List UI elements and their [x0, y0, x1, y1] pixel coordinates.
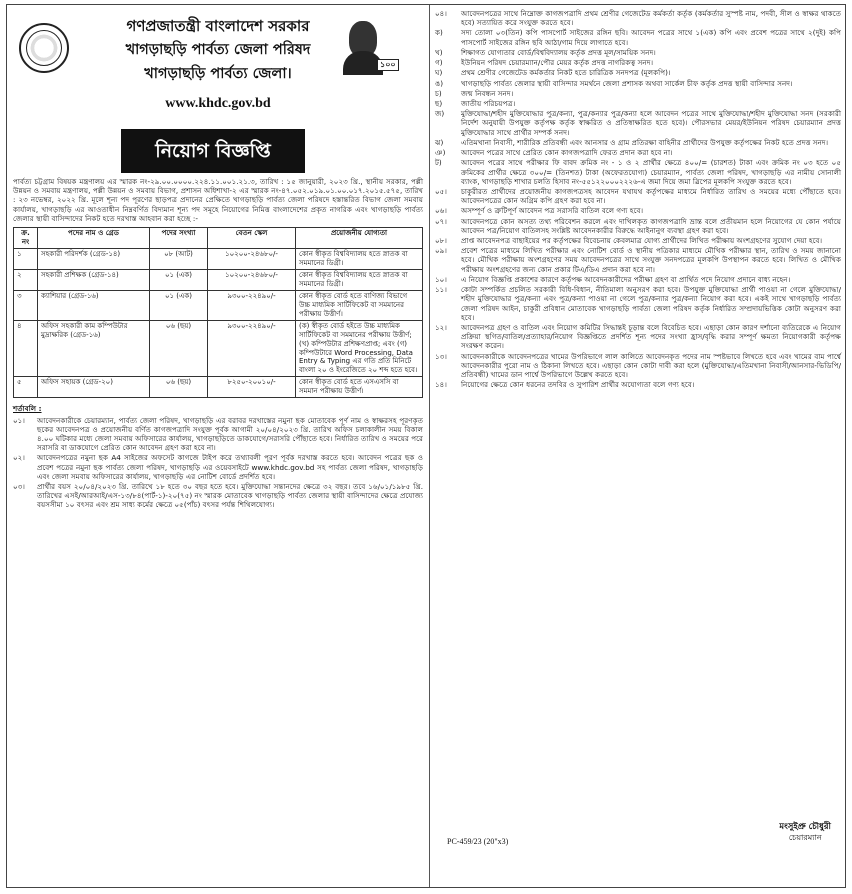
cell-count: ০১ (এক)	[150, 290, 208, 320]
list-item	[435, 58, 841, 67]
list-item	[435, 275, 841, 284]
item-number: ০৯।	[435, 246, 447, 256]
item-text: কোটা সম্পর্কিত প্রচলিত সরকারী বিধি-বিধান, নীতিমালা অনুসরণ করা হবে। উপযুক্ত মুক্তিযোদ্ধা প্রার্থী পাওয়া না গেলে মুক্তিযোদ্ধা/শহীদ মুক্তিযোদ্ধার পুত্র/কন্যা এবং পুত্র/কন্যা পাওয়া না গেলে পুত্র/কন্যার পুত্র/কন্যা নিয়োগ করা হবে। একই সাথে খাগড়াছড়ি পার্বত্য জেলা পরিষদ আইন, চাকুরী প্রবিধান মোতাবেক খাগড়াছড়ি পার্বত্য জেলা পরিষদ কর্তৃক নির্ধারিত সম্প্রদায়ভিত্তিক কোটা অনুসরণ করা হবে।	[461, 285, 841, 322]
table-row	[14, 249, 423, 270]
item-text: আবেদন পত্রের সাথে প্রেরিত কোন কাগজপত্রাদি ফেরত প্রদান করা হবে না।	[461, 148, 673, 158]
item-number: ঝ)	[435, 137, 444, 147]
centenary-mark: ১০০	[377, 59, 399, 71]
list-item	[435, 68, 841, 77]
cell-scale: ১০২০০-২৪৬৮০/-	[208, 249, 296, 270]
item-number: খ)	[435, 47, 443, 57]
cell-serial: ৫	[14, 377, 38, 398]
list-item	[435, 89, 841, 98]
item-text: আবেদনপত্র গ্রহণ ও বাতিল এবং নিয়োগ কমিটির সিদ্ধান্তই চূড়ান্ত বলে বিবেচিত হবে। এছাড়া কোন কারণ দর্শানো ব্যতিরেকে এ নিয়োগ প্রক্রিয়া স্থগিত/বাতিল/প্রত্যাহার/নিয়োগ বিজ্ঞপ্তিতে প্রদর্শিত শূন্য পদের সংখ্যা হ্রাস/বৃদ্ধি করার সম্পূর্ণ ক্ষমতা নিয়োগকারী কর্তৃপক্ষ সংরক্ষণ করেন।	[461, 323, 841, 351]
item-text: প্রথম শ্রেণীর গেজেটেড কর্মকর্তার নিকট হতে চারিত্রিক সনদপত্র (মূলকপি)।	[461, 68, 671, 78]
notice-page	[6, 4, 846, 888]
list-item	[13, 482, 423, 510]
list-item	[435, 323, 841, 351]
item-number: জ)	[435, 109, 445, 119]
item-number: ০১।	[13, 415, 25, 425]
item-text: শিক্ষাগত যোগ্যতার বোর্ড/বিশ্ববিদ্যালয় কর্তৃক প্রদত্ত মূল/সাময়িক সনদ।	[461, 47, 656, 57]
list-item	[435, 217, 841, 235]
left-column	[13, 9, 423, 511]
cell-serial: ২	[14, 269, 38, 290]
cell-scale: ৯৩০০-২২৪৯০/-	[208, 290, 296, 320]
item-text: আবেদনপত্রের সাথে নিম্নোক্ত কাগজপত্রাদি প্রথম শ্রেণীর গেজেটেড কর্মকর্তা কর্তৃক (কর্মকর্তার সুস্পষ্ট নাম, পদবী, সীল ও স্বাক্ষর থাকতে হবে) সত্যায়িত করে সংযুক্ত করতে হবে।	[461, 9, 841, 28]
list-item	[435, 138, 841, 147]
item-number: চ)	[435, 88, 442, 98]
list-item	[13, 453, 423, 481]
table-row	[14, 269, 423, 290]
list-item	[13, 416, 423, 453]
item-number: ঘ)	[435, 68, 443, 78]
item-text: আবেদন পত্রের সাথে পরীক্ষার ফি বাবদ ক্রমিক নং - ১ ও ২ প্রার্থীর ক্ষেত্রে ৪০০/= (চারশত) টাকা এবং ক্রমিক নং ০৩ হতে ০৫ ক্রমিকের প্রার্থীর ক্ষেত্রে ৩০০/= (তিনশত) টাকা (অফেরতযোগ্য) চেয়ারম্যান, পার্বত্য জেলা পরিষদ, খাগড়াছড়ি এর নামীয় সোনালী ব্যাংক, খাগড়াছড়ি শাখার চলতি হিসাব নং-৫৫১২২০০০২২২৬-এ জমা দিয়ে জমা স্লিপের মূলকপি সংযুক্ত করতে হবে।	[461, 158, 841, 186]
header-post: পদের নাম ও গ্রেড	[38, 228, 150, 249]
item-number: ১০।	[435, 274, 447, 284]
list-item	[435, 9, 841, 27]
item-text: অসম্পূর্ণ ও ত্রুটিপূর্ণ আবেদন পত্র সরাসরি বাতিল বলে গণ্য হবে।	[461, 206, 644, 216]
cell-qualification: কোন স্বীকৃত বিশ্ববিদ্যালয় হতে স্নাতক বা সমমানের ডিগ্রী।	[296, 269, 423, 290]
item-text: এ নিয়োগ বিজ্ঞপ্তি প্রকাশের কারণে কর্তৃপক্ষ আবেদনকারীদের পরীক্ষা গ্রহণ বা প্রার্থিত পদে নিয়োগ প্রদানে বাধ্য নহেন।	[461, 274, 791, 284]
list-item	[435, 99, 841, 108]
item-number: ১২।	[435, 323, 447, 332]
header-serial: ক্র. নং	[14, 228, 38, 249]
cell-qualification: কোন স্বীকৃত বিশ্ববিদ্যালয় হতে স্নাতক বা সমমানের ডিগ্রী।	[296, 249, 423, 270]
cell-count: ০৬ (ছয়)	[150, 377, 208, 398]
item-text: সদ্য তোলা ০৩(তিন) কপি পাসপোর্ট সাইজের রঙ্গিন ছবি। আবেদন পত্রের সাথে ১(এক) কপি এবং প্রবেশ পত্রের সাথে ২(দুই) কপি পাসপোর্ট সাইজের রঙ্গিন ছবি আঠা/গাম দিয়ে লাগাতে হবে।	[461, 28, 841, 47]
item-text: আবেদনপত্রের নমুনা ছক A4 সাইজের অফসেট কাগজে টাইপ করে তথ্যাবলী পূরণ পূর্বক দরখাস্ত করতে হবে। আবেদন পত্রের ছক ও প্রবেশ পত্রের নমুনা ছক পার্বত্য জেলা পরিষদ, খাগড়াছড়ি এর ওয়েবসাইটে www.khdc.gov.bd সহ পার্বত্য জেলা পরিষদ, খাগড়াছড়ি এবং জেলা সমবায় অফিসারের কার্যালয়, খাগড়াছড়ি এর নোটিশ বোর্ডে প্রদর্শিত হবে।	[37, 453, 423, 481]
item-number: ০৩।	[13, 482, 25, 492]
cell-scale: ৮২৫০-২০০১০/-	[208, 377, 296, 398]
list-item	[435, 109, 841, 137]
list-item	[435, 285, 841, 322]
council-title: খাগড়াছড়ি পার্বত্য জেলা পরিষদ	[125, 41, 311, 58]
item-text: খাগড়াছড়ি পার্বত্য জেলার স্থায়ী বাসিন্দার সমর্থনে জেলা প্রশাসক অথবা সার্কেল চীফ কর্তৃক প্রদত্ত স্থায়ী বাসিন্দার সনদ।	[461, 78, 793, 88]
intro-paragraph: পার্বত্য চট্টগ্রাম বিষয়ক মন্ত্রণালয় এর স্মারক নং-২৯.০০.০০০০.২২৪.১১.০০১.২১.৩, তারিখ : ১৫ জানুয়ারী, ২০২৩ খ্রি., স্থানীয় সরকার, পল্লী উন্নয়ন ও সমবায় মন্ত্রণালয়, পল্লী উন্নয়ন ও সমবায় বিভাগ, প্রশাসন অধিশাখা-২ এর স্মারক নং-৪৭.০৫২.০১৯.০১.০০.০১৭.২০১৫.৫৭৫, তারিখ : ২৩ নভেম্বর, ২০২২ খ্রি. মূলে শূন্য পদ পূরণের ছাড়পত্র প্রদানের প্রেক্ষিতে খাগড়াছড়ি পার্বত্য জেলা পরিষদে হস্তান্তরিত বিভাগ জেলা সমবায় কার্যালয়, খাগড়াছড়ি এর আওতাধীন নিম্নবর্ণিত বিদ্যমান শূন্য পদ সমূহে নিয়োগের নিমিত্ত বাংলাদেশের প্রকৃত নাগরিক এবং খাগড়াছড়ি পার্বত্য জেলার স্থায়ী বাসিন্দাদের নিকট হতে দরখাস্ত আহবান করা হচ্ছে :-	[13, 177, 423, 223]
cell-post: সহকারী প্রশিক্ষক (গ্রেড-১৪)	[38, 269, 150, 290]
cell-post: অফিস সহকারী কাম কম্পিউটার মুদ্রাক্ষরিক (গ্রেড-১৬)	[38, 320, 150, 377]
mujib-portrait-icon	[343, 19, 403, 77]
item-text: চাকুরীরত প্রার্থীদের প্রয়োজনীয় কাগজপত্রসহ আবেদন যথাযথ কর্তৃপক্ষের মাধ্যমে নির্ধারিত তারিখ ও সময়ের মধ্যে পৌঁছাতে হবে। আবেদনপত্রের কোন অগ্রিম কপি গ্রহণ করা হবে না।	[461, 186, 841, 206]
list-item	[435, 352, 841, 380]
item-text: আবেদনপত্রে কোন অসত্য তথ্য পরিবেশন করলে এবং দাখিলকৃত কাগজপত্রাদি ভ্রান্ত বলে প্রতীয়মান হলে নিয়োগের যে কোন পর্যায়ে আবেদন পত্র/নিয়োগ বাতিলসহ সংশ্লিষ্ট আবেদনকারীর বিরুদ্ধে আইনানুগ ব্যবস্থা গ্রহণ করা হবে।	[461, 216, 841, 235]
item-number: ০৭।	[435, 216, 447, 226]
notice-header	[13, 9, 423, 189]
item-text: মুক্তিযোদ্ধা/শহীদ মুক্তিযোদ্ধার পুত্র/কন্যা, পুত্র/কন্যার পুত্র/কন্যা হলে আবেদন পত্রের সাথে মুক্তিযোদ্ধা/শহীদ মুক্তিযোদ্ধা সনদ (সরকারী নির্দেশ অনুযায়ী উপযুক্ত কর্তৃপক্ষ কর্তৃক স্বাক্ষরিত ও প্রতিস্বাক্ষরিত হতে হবে)। পৌরসভার মেয়র/ইউনিয়ন পরিষদ চেয়ারম্যান প্রদত্ত মুক্তিযোদ্ধার সাথে প্রার্থীর সম্পর্ক সনদ।	[461, 109, 841, 137]
item-text: এতিমখানা নিবাসী, শারীরিক প্রতিবন্ধী এবং আনসার ও গ্রাম প্রতিরক্ষা বাহিনীর প্রার্থীদের উপযুক্ত কর্তৃপক্ষের নিকট হতে প্রদত্ত সনদ।	[461, 137, 829, 147]
list-item	[435, 187, 841, 205]
list-item	[435, 79, 841, 88]
item-number: ক)	[435, 28, 443, 38]
cell-post: অফিস সহায়ক (গ্রেড-২০)	[38, 377, 150, 398]
item-number: ট)	[435, 158, 442, 168]
conditions-list-left	[13, 416, 423, 510]
item-number: ১১।	[435, 285, 447, 295]
table-row	[14, 290, 423, 320]
list-item	[435, 48, 841, 57]
conditions-list-right	[435, 9, 841, 390]
table-row	[14, 377, 423, 398]
list-item	[435, 236, 841, 245]
item-number: ১৪।	[435, 380, 447, 390]
cell-count: ০১ (এক)	[150, 269, 208, 290]
cell-serial: ৪	[14, 320, 38, 377]
table-header-row	[14, 228, 423, 249]
website-link[interactable]: www.khdc.gov.bd	[165, 96, 271, 111]
header-qualification: প্রয়োজনীয় যোগ্যতা	[296, 228, 423, 249]
item-text: জাতীয় পরিচয়পত্র।	[461, 98, 516, 108]
list-item	[435, 28, 841, 46]
item-text: প্রবেশ পত্রের মাধ্যমে লিখিত পরীক্ষার এবং নোটিশ বোর্ড ও স্থানীয় পত্রিকার মাধ্যমে মৌখিক পরীক্ষার স্থান, তারিখ ও সময় জানানো হবে। মৌখিক পরীক্ষায় অংশগ্রহণের সময় আবেদনপত্রের সাথে সংযুক্ত সনদপত্রের মূলকপি উপস্থাপন করতে হবে। লিখিত ও মৌখিক পরীক্ষায় অংশগ্রহণের জন্য কোন প্রকার টিএ/ডিএ প্রদান করা হবে না।	[461, 246, 841, 274]
posts-table	[13, 227, 423, 398]
item-text: ইউনিয়ন পরিষদ চেয়ারম্যান/পৌর মেয়র কর্তৃক প্রদত্ত নাগরিকত্ব সনদ।	[461, 58, 654, 68]
cell-scale: ৯৩০০-২২৪৯০/-	[208, 320, 296, 377]
cell-count: ০৬ (ছয়)	[150, 320, 208, 377]
cell-post: সহকারী পরিদর্শক (গ্রেড-১৪)	[38, 249, 150, 270]
item-number: ছ)	[435, 98, 443, 108]
list-item	[435, 206, 841, 215]
district-title: খাগড়াছড়ি পার্বত্য জেলা।	[144, 65, 292, 82]
item-number: ঙ)	[435, 78, 444, 88]
cell-post: ক্যাশিয়ার (গ্রেড-১৬)	[38, 290, 150, 320]
cell-serial: ১	[14, 249, 38, 270]
item-text: প্রার্থীর বয়স ২০/০৪/২০২৩ খ্রি. তারিখে ১৮ হতে ৩০ বছর হতে হবে। মুক্তিযোদ্ধা সন্তানদের ক্ষেত্রে ৩২ বছর। তবে ১৬/০১/১৯৮৫ খ্রি. তারিখের এসই/আরআই/এস-১৩/৮৪(পার্ট-১)-২০(৭৫) নং স্মারক মোতাবেক খাগড়াছড়ি পার্বত্য জেলার স্থায়ী বাসিন্দাদের ক্ষেত্রে প্রযোজ্য বয়সসীমা ১০ বৎসর এবং শ্রম সাধ্য কর্মের ক্ষেত্রে ০৫(পাঁচ) বৎসর পর্যন্ত শিথিলযোগ্য।	[37, 482, 423, 510]
item-text: প্রাপ্ত আবেদনপত্র বাছাইয়ের পর কর্তৃপক্ষের বিবেচনায় কেবলমাত্র যোগ্য প্রার্থীদের লিখিত পরীক্ষায় অংশগ্রহণের সুযোগ দেয়া হবে।	[461, 236, 823, 246]
signature-block	[779, 822, 831, 843]
item-number: ০২।	[13, 453, 25, 463]
item-number: ১৩।	[435, 351, 447, 361]
item-number: গ)	[435, 58, 443, 68]
signatory-title: চেয়ারম্যান	[788, 832, 822, 842]
cell-qualification: কোন স্বীকৃত বোর্ড হতে বাণিজ্য বিভাগে উচ্চ মাধ্যমিক সার্টিফিকেট বা সমমানের পরীক্ষায় উত্তীর্ণ।	[296, 290, 423, 320]
list-item	[435, 246, 841, 274]
table-row	[14, 320, 423, 377]
item-number: ঞ)	[435, 148, 446, 158]
column-divider	[429, 5, 430, 887]
signatory-name: মংসুইপ্রু চৌধুরী	[779, 821, 831, 832]
cell-qualification: কোন স্বীকৃত বোর্ড হতে এসএসসি বা সমমান পরীক্ষায় উত্তীর্ণ।	[296, 377, 423, 398]
list-item	[435, 158, 841, 186]
item-text: আবেদনকারীকে চেয়ারম্যান, পার্বত্য জেলা পরিষদ, খাগড়াছড়ি এর বরাবর দরখাস্তের নমুনা ছক মোতাবেক পূর্ণ নাম ও স্বাক্ষরসহ পূরণকৃত ছকের আবেদনপত্র ও প্রয়োজনীয় বর্ণিত কাগজপত্রাদি সংযুক্ত পূর্বক আগামী ২০/০৪/২০২৩ খ্রি. তারিখ অফিস চলাকালীন সময় বিকাল ৪.০০ ঘটিকার মধ্যে জেলা সমবায় অফিসারের কার্যালয়, খাগড়াছড়িতে ডাকযোগে/সরাসরি পৌঁছাতে হবে। নির্ধারিত তারিখ ও সময়ের পরে সরাসরি বা ডাকযোগে প্রেরিত কোন আবেদন গ্রহণ করা হবে না।	[37, 415, 423, 453]
government-title: গণপ্রজাতন্ত্রী বাংলাদেশ সরকার	[126, 17, 310, 35]
cell-qualification: (ক) স্বীকৃত বোর্ড হইতে উচ্চ মাধ্যমিক সার্টিফিকেট বা সমমানের পরীক্ষায় উত্তীর্ণ; (খ) কম্পিউটার প্রশিক্ষণপ্রাপ্ত; এবং (গ) কম্পিউটারে Word Processing, Data Entry & Typing এর গতি প্রতি মিনিটে বাংলা ২০ ও ইংরেজিতে ২০ শব্দ হতে হবে।	[296, 320, 423, 377]
cell-count: ০৮ (আট)	[150, 249, 208, 270]
item-text: জন্ম নিবন্ধন সনদ।	[461, 88, 514, 98]
header-count: পদের সংখ্যা	[150, 228, 208, 249]
header-scale: বেতন স্কেল	[208, 228, 296, 249]
cell-serial: ৩	[14, 290, 38, 320]
cell-scale: ১০২০০-২৪৬৮০/-	[208, 269, 296, 290]
notice-banner: নিয়োগ বিজ্ঞপ্তি	[121, 129, 305, 173]
item-text: আবেদনকারীকে আবেদনপত্রের খামের উপরিভাগে লাল কালিতে আবেদনকৃত পদের নাম স্পষ্টভাবে লিখতে হবে এবং খামের বাম পার্শ্বে আবেদনকারীর পুরো নাম ও ঠিকানা লিখতে হবে। এছাড়া কোন কোটা দাবী করা হলে (মুক্তিযোদ্ধা/এতিমখানা নিবাসী/আনসার-ভিডিপি/প্রতিবন্ধী) খামের ডান পার্শ্বে উপরিভাগে উল্লেখ করতে হবে।	[461, 351, 841, 380]
list-item	[435, 380, 841, 389]
pc-code: PC-459/23 (20"x3)	[447, 836, 509, 846]
right-column	[435, 9, 841, 391]
item-number: ০৪।	[435, 9, 447, 18]
list-item	[435, 148, 841, 157]
conditions-title: শর্তাবলি :	[13, 404, 42, 414]
item-number: ০৬।	[435, 206, 447, 216]
item-text: নিয়োগের ক্ষেত্রে কোন ধরনের তদবির ও সুপারিশ প্রার্থীর অযোগ্যতা বলে গণ্য হবে।	[461, 380, 695, 390]
item-number: ০৮।	[435, 236, 447, 246]
item-number: ০৫।	[435, 186, 447, 196]
